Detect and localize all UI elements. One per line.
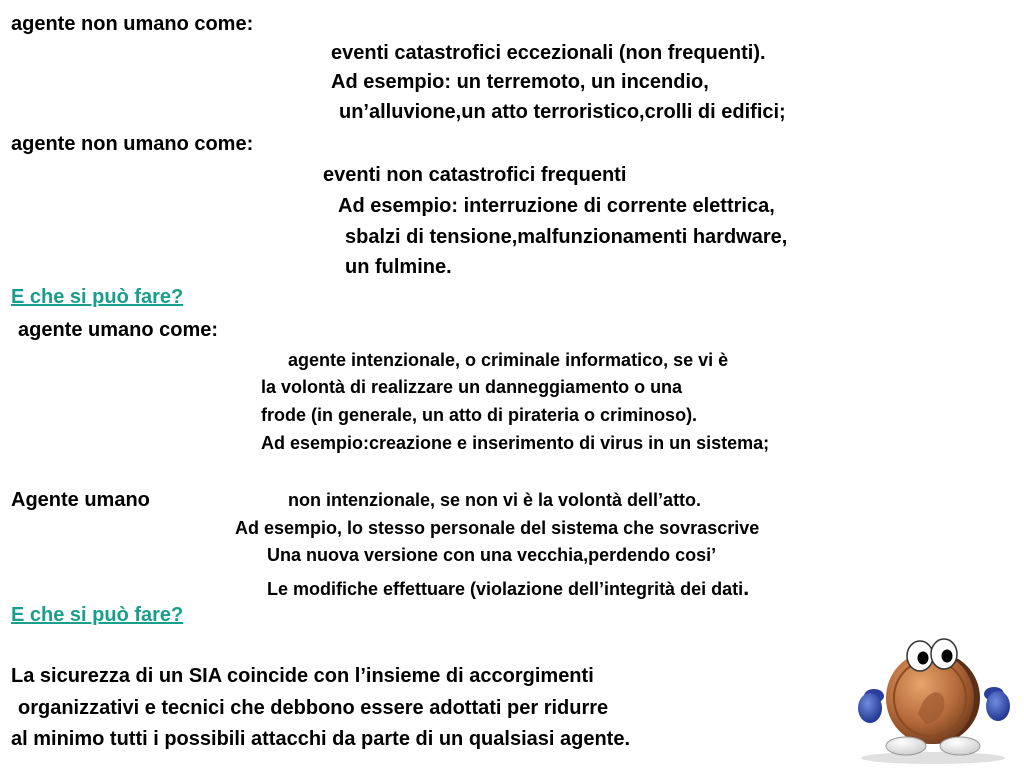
text-line: un fulmine. [345, 256, 452, 278]
text-line: La sicurezza di un SIA coincide con l’insieme di accorgimenti [11, 665, 594, 687]
text-line [267, 577, 749, 599]
heading-agente-non-umano-1: agente non umano come: [11, 13, 254, 35]
text-line: Ad esempio: un terremoto, un incendio, [331, 71, 709, 93]
text-line: Una nuova versione con una vecchia,perdendo cosi’ [267, 545, 717, 565]
text-line: Ad esempio, lo stesso personale del sistema che sovrascrive [235, 518, 760, 538]
text-line: sbalzi di tensione,malfunzionamenti hardware, [345, 226, 788, 248]
text-line: la volontà di realizzare un danneggiamento o una [261, 377, 683, 397]
text-line: al minimo tutti i possibili attacchi da parte di un qualsiasi agente. [11, 728, 631, 750]
heading-agente-umano: agente umano come: [18, 319, 219, 341]
cartoon-coin-character-icon [848, 632, 1018, 764]
text-segment-period: . [743, 575, 750, 600]
text-line: non intenzionale, se non vi è la volontà dell’atto. [288, 490, 702, 510]
link-e-che-si-puo-fare-1[interactable]: E che si può fare? [11, 286, 184, 308]
text-line: agente intenzionale, o criminale informatico, se vi è [288, 350, 729, 370]
text-line: un’alluvione,un atto terroristico,crolli di edifici; [339, 101, 786, 123]
text-line: Ad esempio: interruzione di corrente elettrica, [338, 195, 775, 217]
text-line: organizzativi e tecnici che debbono essere adottati per ridurre [18, 697, 609, 719]
text-line: eventi catastrofici eccezionali (non frequenti). [331, 42, 766, 64]
text-segment: Le modifiche effettuare (violazione dell’integrità dei dati [267, 579, 744, 599]
heading-agente-non-umano-2: agente non umano come: [11, 133, 254, 155]
text-line: frode (in generale, un atto di pirateria o criminoso). [261, 405, 698, 425]
text-line: eventi non catastrofici frequenti [323, 164, 627, 186]
heading-agente-umano-2: Agente umano [11, 489, 150, 511]
link-e-che-si-puo-fare-2[interactable]: E che si può fare? [11, 604, 184, 626]
text-line: Ad esempio:creazione e inserimento di virus in un sistema; [261, 433, 770, 453]
